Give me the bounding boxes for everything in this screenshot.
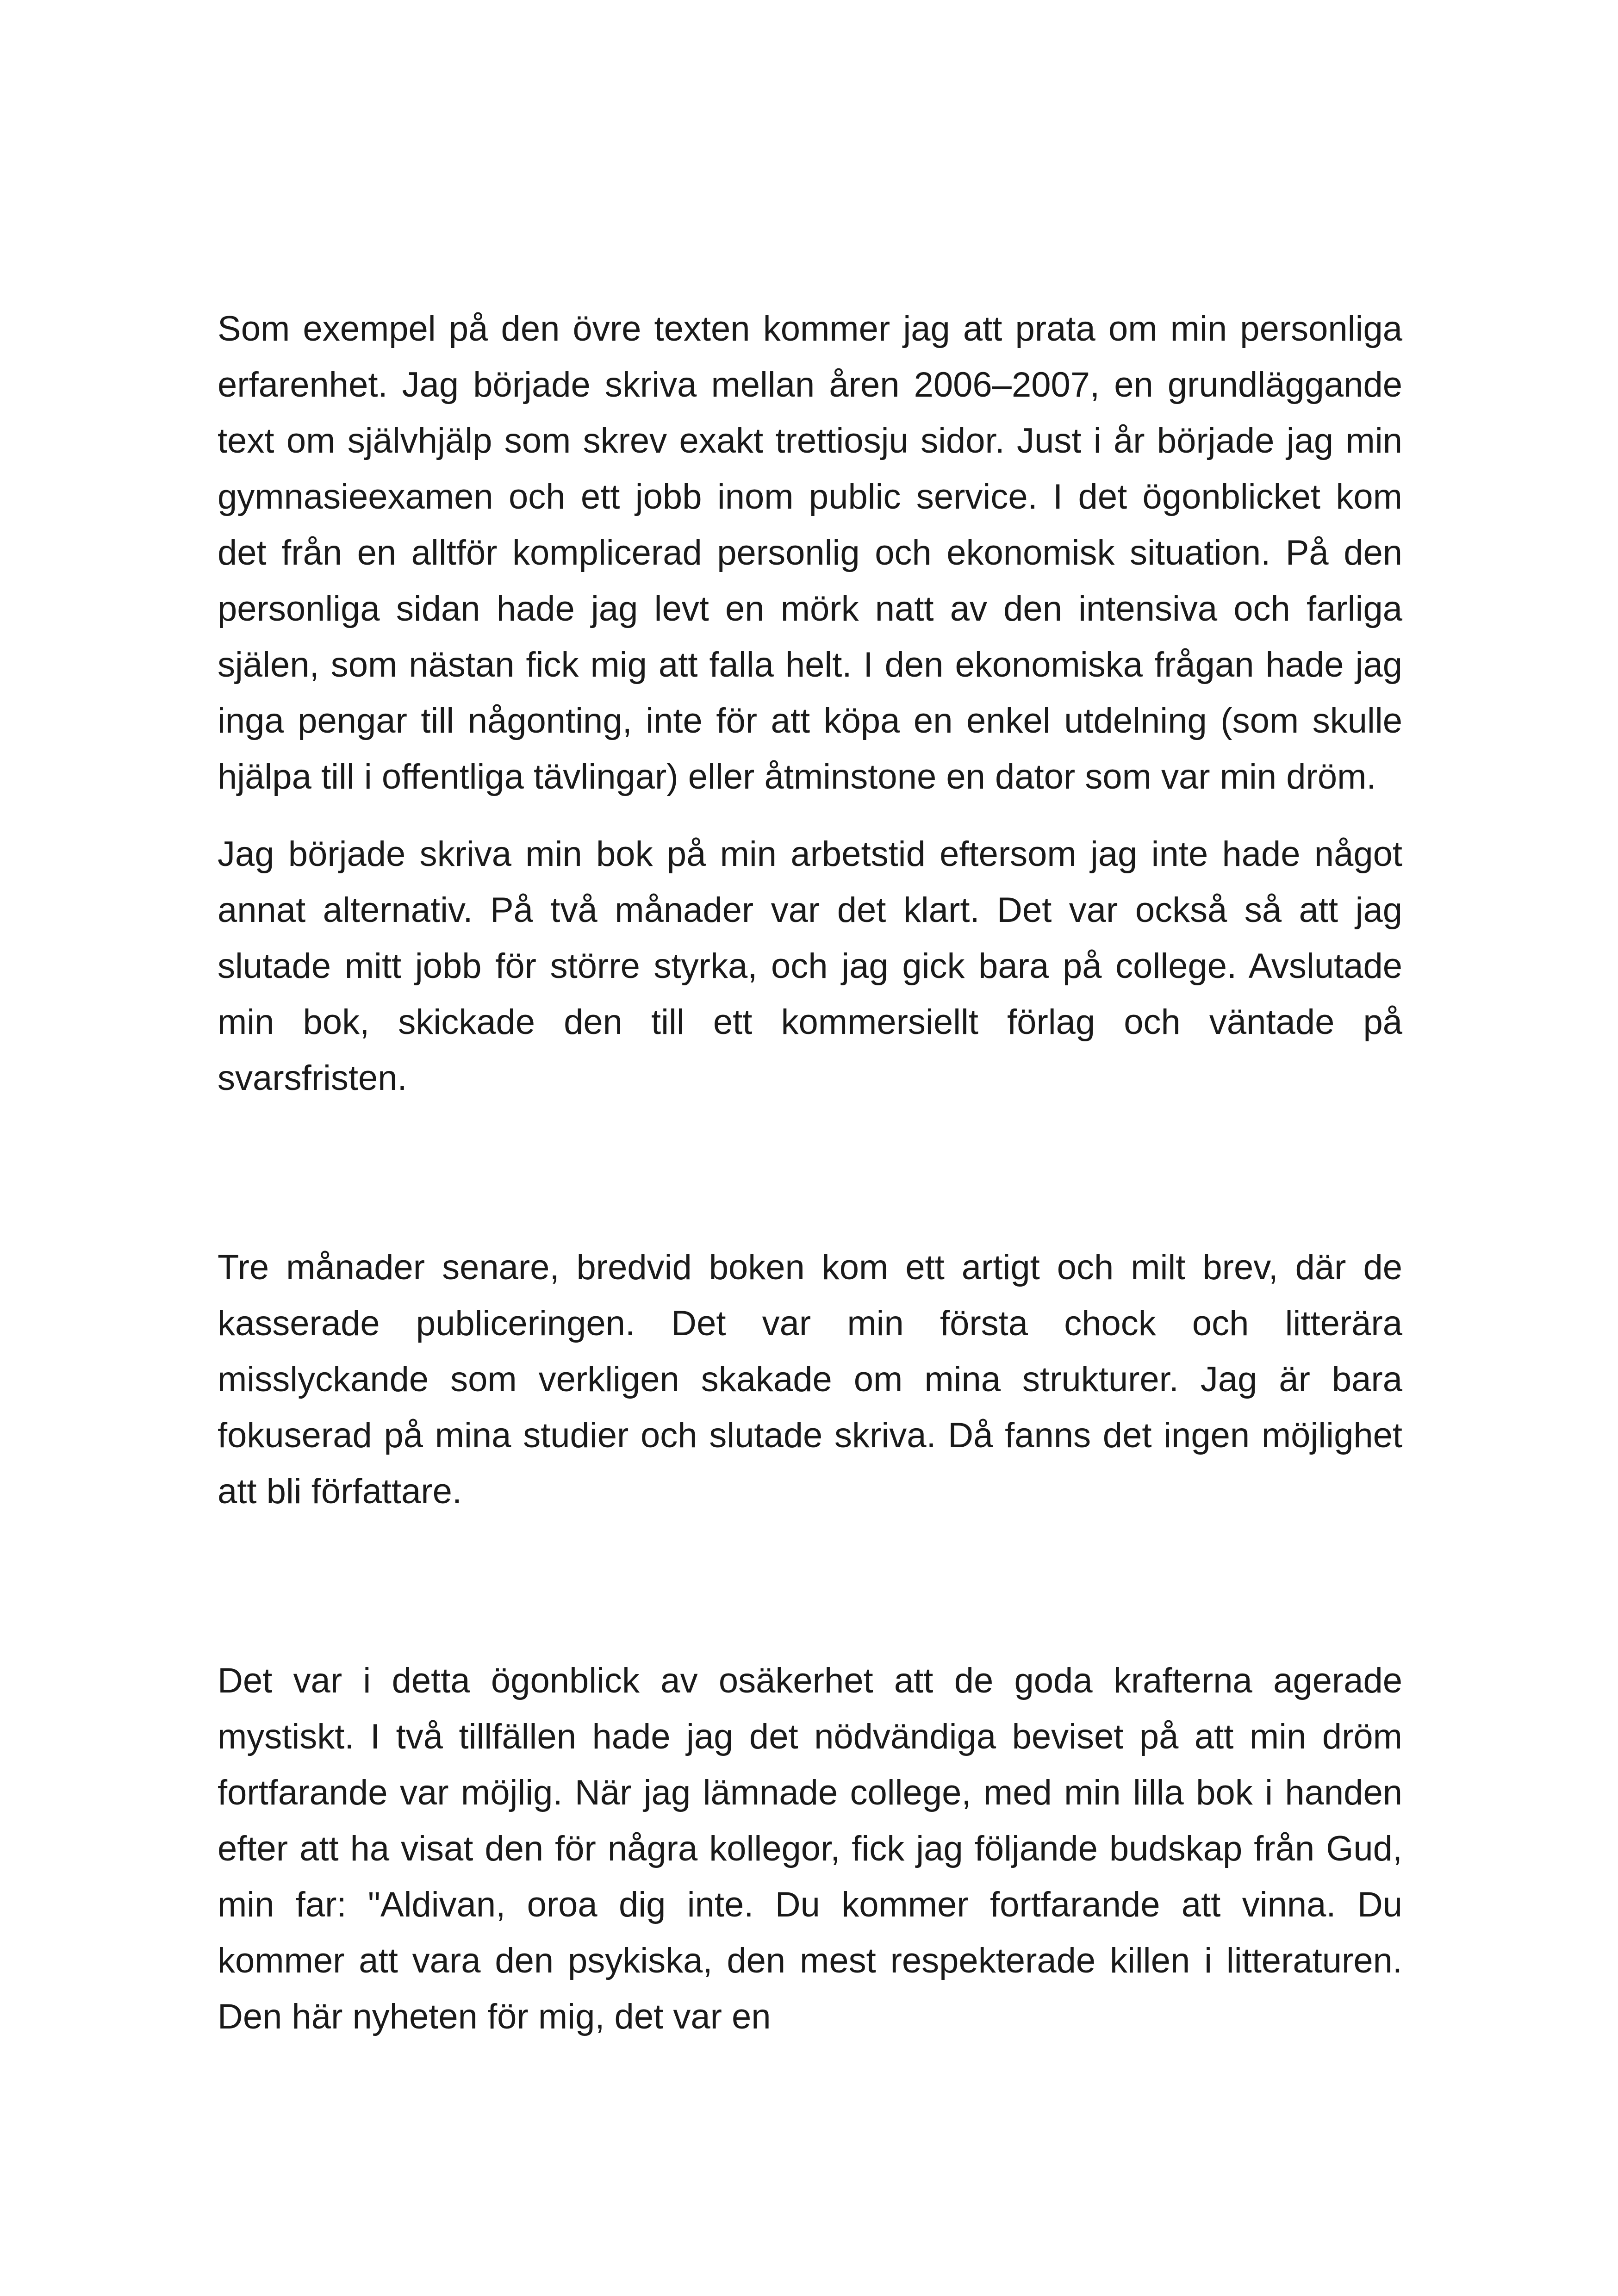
document-page [218,301,1402,2045]
paragraph-3: Tre månader senare, bredvid boken kom ett artigt och milt brev, där de kasserade publiceringen. Det var min första chock och litterära misslyckande som verkligen skakade om mina strukturer. Jag är bara fokuserad på mina studier och slutade skriva. Då fanns det ingen möjlighet att bli författare. [218,1248,1402,1511]
paragraph-1: Som exempel på den övre texten kommer jag att prata om min personliga erfarenhet. Jag började skriva mellan åren 2006–2007, en grundläggande text om självhjälp som skrev exakt trettiosju sidor. Just i år började jag min gymnasieexamen och ett jobb inom public service. I det ögonblicket kom det från en alltför komplicerad personlig och ekonomisk situation. På den personliga sidan hade jag levt en mörk natt av den intensiva och farliga själen, som nästan fick mig att falla helt. I den ekonomiska frågan hade jag inga pengar till någonting, inte för att köpa en enkel utdelning (som skulle hjälpa till i offentliga tävlingar) eller åtminstone en dator som var min dröm. [218,309,1402,796]
paragraph-4: Det var i detta ögonblick av osäkerhet att de goda krafterna agerade mystiskt. I två tillfällen hade jag det nödvändiga beviset på att min dröm fortfarande var möjlig. När jag lämnade college, med min lilla bok i handen efter att ha visat den för några kollegor, fick jag följande budskap från Gud, min far: "Aldivan, oroa dig inte. Du kommer fortfarande att vinna. Du kommer att vara den psykiska, den mest respekterade killen i litteraturen. Den här nyheten för mig, det var en [218,1661,1402,2036]
paragraph-2: Jag började skriva min bok på min arbetstid eftersom jag inte hade något annat alternativ. På två månader var det klart. Det var också så att jag slutade mitt jobb för större styrka, och jag gick bara på college. Avslutade min bok, skickade den till ett kommersiellt förlag och väntade på svarsfristen. [218,834,1402,1098]
